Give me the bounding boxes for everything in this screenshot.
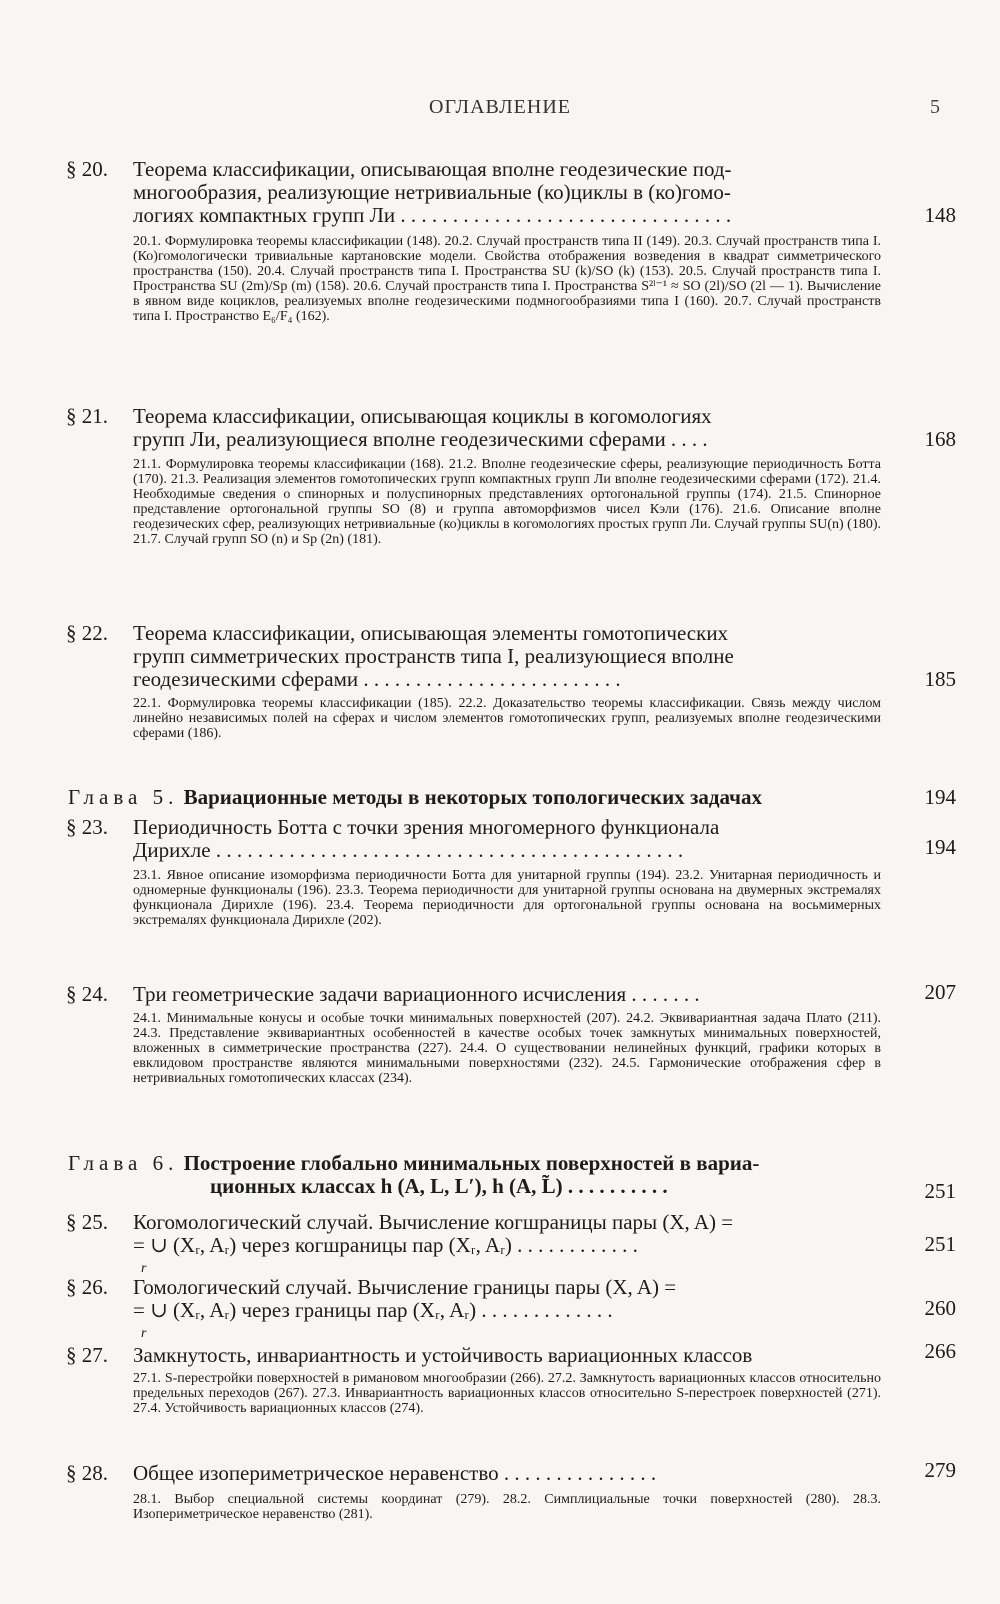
section-page: 266 (924, 1339, 956, 1363)
section-page: 194 (924, 835, 956, 859)
section-page: 185 (924, 667, 956, 691)
section-number: § 23. (66, 815, 108, 839)
section-title: Теорема классификации, описывающая коциклы в когомологиях групп Ли, реализующиеся вполне геодезическими сферами . . . . (133, 405, 712, 451)
section-number: § 25. (66, 1210, 108, 1234)
union-index: r (141, 1326, 147, 1341)
chapter-label: Глава 6. (68, 1152, 179, 1175)
section-number: § 26. (66, 1275, 108, 1299)
section-number: § 27. (66, 1343, 108, 1367)
chapter-title: Глава 6. Построение глобально минимальных поверхностей в вариа- ционных классах h (A, L, L′), h (A, L̃) . . . . . . . . . . (68, 1152, 760, 1198)
running-title: ОГЛАВЛЕНИЕ (429, 96, 571, 118)
union-index: r (141, 1261, 147, 1276)
section-number: § 22. (66, 621, 108, 645)
section-title: Периодичность Ботта с точки зрения многомерного функционала Дирихле . . . . . . . . . . . . . . . . . . . . . . . . . . . . . . . . . . . . . . . . . . . . . (133, 816, 720, 862)
section-title: Три геометрические задачи вариационного исчисления . . . . . . . (133, 983, 700, 1006)
section-title: Когомологический случай. Вычисление когшраницы пары (X, A) = = ∪ (Xᵣ, Aᵣ) через когшраницы пар (Xᵣ, Aᵣ) . . . . . . . . . . . . r (133, 1211, 878, 1280)
chapter-title: Глава 5. Вариационные методы в некоторых топологических задачах (68, 786, 763, 809)
section-subtopics: 23.1. Явное описание изоморфизма периодичности Ботта для унитарной группы (194). 23.2. Унитарная периодичность и одномерные функционалы (196). 23.3. Теорема периодичности для унитарной группы основана на двумерных экстремалях функционала Дирихле (196). 23.4. Теорема периодичности для ортогональной группы основана на восьмимерных экстремалях функционала Дирихле (202). (133, 868, 881, 928)
section-title: Общее изопериметрическое неравенство . . . . . . . . . . . . . . . (133, 1462, 657, 1485)
section-subtopics: 20.1. Формулировка теоремы классификации (148). 20.2. Случай пространств типа II (149). 20.3. Случай пространств типа I. (Ко)гомологически тривиальные картановские модели. Свойства отображения возведения в квадрат симметрического пространства (150). 20.4. Случай пространств типа I. Пространства SU (k)/SO (k) (153). 20.5. Случай пространств типа I. Пространства SU (2m)/Sp (m) (158). 20.6. Случай пространств типа I. Пространства S²ˡ⁻¹ ≈ SO (2l)/SO (2l — 1). Вычисление в явном виде коциклов, реализуемых вполне геодезическими подмногообразиями типа I (160). 20.7. Случай пространств типа I. Пространство E₆/F₄ (162). (133, 234, 881, 324)
section-page: 251 (924, 1232, 956, 1256)
section-page: 279 (924, 1458, 956, 1482)
section-number: § 21. (66, 404, 108, 428)
section-title: Теорема классификации, описывающая вполне геодезические под- многообразия, реализующие нетривиальные (ко)циклы в (ко)гомо- логиях компактных групп Ли . . . . . . . . . . . . . . . . . . . . . . . . . . . . . . . . (133, 158, 732, 227)
chapter-page: 251 (924, 1179, 956, 1203)
section-page: 207 (924, 980, 956, 1004)
section-page: 260 (924, 1296, 956, 1320)
section-subtopics: 27.1. S-перестройки поверхностей в римановом многообразии (266). 27.2. Замкнутость вариационных классов относительно предельных переходов (267). 27.3. Инвариантность вариационных классов относительно S-перестроек поверхностей (271). 27.4. Устойчивость вариационных классов (274). (133, 1371, 881, 1416)
section-subtopics: 28.1. Выбор специальной системы координат (279). 28.2. Симплициальные точки поверхностей (280). 28.3. Изопериметрическое неравенство (281). (133, 1492, 881, 1522)
section-title: Замкнутость, инвариантность и устойчивость вариационных классов (133, 1344, 753, 1367)
section-title: Гомологический случай. Вычисление границы пары (X, A) = = ∪ (Xᵣ, Aᵣ) через границы пар (Xᵣ, Aᵣ) . . . . . . . . . . . . . r (133, 1276, 878, 1345)
section-title: Теорема классификации, описывающая элементы гомотопических групп симметрических пространств типа I, реализующиеся вполне геодезическими сферами . . . . . . . . . . . . . . . . . . . . . . . . . (133, 622, 734, 691)
section-subtopics: 21.1. Формулировка теоремы классификации (168). 21.2. Вполне геодезические сферы, реализующие периодичность Ботта (170). 21.3. Реализация элементов гомотопических групп компактных групп Ли вполне геодезическими сферами (172). 21.4. Необходимые сведения о спинорных и полуспинорных представлениях ортогональной группы (174). 21.5. Спинорное представление ортогональной группы SO (8) и группа автоморфизмов чисел Кэли (176). 21.6. Описание вполне геодезических сфер, реализующих нетривиальные (ко)циклы в когомологиях простых групп Ли. Случай группы SU(n) (180). 21.7. Случай групп SO (n) и Sp (2n) (181). (133, 457, 881, 547)
page-number: 5 (930, 96, 940, 118)
chapter-page: 194 (924, 785, 956, 809)
section-number: § 28. (66, 1461, 108, 1485)
section-subtopics: 22.1. Формулировка теоремы классификации (185). 22.2. Доказательство теоремы классификации. Связь между числом линейно независимых полей на сферах и числом элементов гомотопических групп, реализуемых вполне геодезическими сферами (186). (133, 696, 881, 741)
section-subtopics: 24.1. Минимальные конусы и особые точки минимальных поверхностей (207). 24.2. Эквивариантная задача Плато (211). 24.3. Представление эквивариантных особенностей в качестве особых точек замкнутых минимальных поверхностей, вложенных в симметрические пространства (227). 24.4. О существовании нелинейных функций, графики которых в евклидовом пространстве являются минимальными поверхностями (232). 24.5. Гармонические отображения сфер в нетривиальных гомотопических классах (234). (133, 1011, 881, 1086)
page-header (0, 96, 1000, 126)
chapter-label: Глава 5. (68, 786, 179, 809)
section-page: 148 (924, 203, 956, 227)
section-number: § 20. (66, 157, 108, 181)
section-page: 168 (924, 427, 956, 451)
section-number: § 24. (66, 982, 108, 1006)
